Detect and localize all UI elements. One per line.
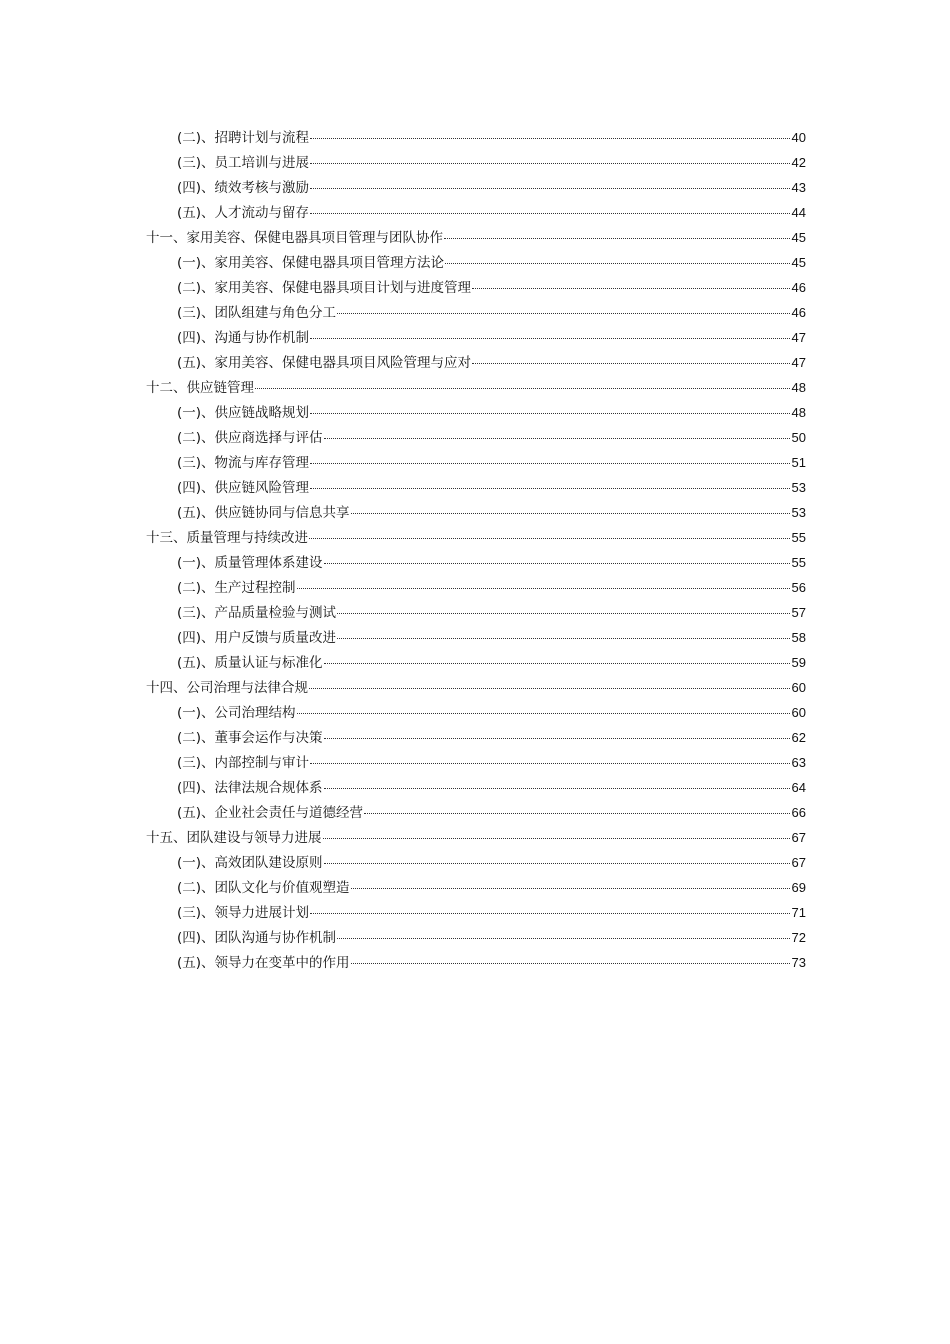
toc-page-number: 48 <box>791 405 806 420</box>
toc-entry-title: (五)、人才流动与留存 <box>177 205 310 221</box>
toc-page-number: 60 <box>791 680 806 695</box>
toc-page-number: 67 <box>791 855 806 870</box>
toc-dot-leader <box>323 837 790 839</box>
toc-dot-leader <box>324 737 790 739</box>
toc-dot-leader <box>310 162 789 164</box>
toc-dot-leader <box>310 762 789 764</box>
toc-dot-leader <box>444 237 790 239</box>
toc-entry-title: (二)、团队文化与价值观塑造 <box>177 880 350 896</box>
toc-page-number: 66 <box>791 805 806 820</box>
toc-section-entry[interactable] <box>146 600 806 625</box>
toc-section-entry[interactable] <box>146 125 806 150</box>
toc-section-entry[interactable] <box>146 950 806 975</box>
toc-dot-leader <box>337 612 789 614</box>
toc-section-entry[interactable] <box>146 875 806 900</box>
toc-dot-leader <box>309 687 790 689</box>
toc-page-number: 57 <box>791 605 806 620</box>
toc-entry-title: (五)、企业社会责任与道德经营 <box>177 805 364 821</box>
toc-page-number: 53 <box>791 480 806 495</box>
toc-chapter-entry[interactable] <box>146 825 806 850</box>
toc-dot-leader <box>297 712 790 714</box>
toc-page-number: 50 <box>791 430 806 445</box>
toc-page-number: 47 <box>791 355 806 370</box>
toc-entry-title: (一)、公司治理结构 <box>177 705 296 721</box>
toc-page-number: 62 <box>791 730 806 745</box>
toc-entry-title: (四)、团队沟通与协作机制 <box>177 930 337 946</box>
toc-entry-title: (五)、领导力在变革中的作用 <box>177 955 350 971</box>
toc-dot-leader <box>337 937 789 939</box>
toc-page-number: 53 <box>791 505 806 520</box>
toc-dot-leader <box>337 312 789 314</box>
toc-section-entry[interactable] <box>146 450 806 475</box>
toc-dot-leader <box>472 287 789 289</box>
toc-entry-title: 十四、公司治理与法律合规 <box>146 680 308 696</box>
toc-page-number: 40 <box>791 130 806 145</box>
toc-entry-title: (二)、招聘计划与流程 <box>177 130 310 146</box>
toc-section-entry[interactable] <box>146 575 806 600</box>
toc-page-number: 43 <box>791 180 806 195</box>
toc-page-number: 60 <box>791 705 806 720</box>
toc-entry-title: (三)、团队组建与角色分工 <box>177 305 337 321</box>
toc-entry-title: (二)、生产过程控制 <box>177 580 296 596</box>
toc-page-number: 42 <box>791 155 806 170</box>
toc-section-entry[interactable] <box>146 250 806 275</box>
toc-page-number: 71 <box>791 905 806 920</box>
toc-entry-title: (四)、法律法规合规体系 <box>177 780 323 796</box>
toc-entry-title: 十五、团队建设与领导力进展 <box>146 830 322 846</box>
toc-page-number: 59 <box>791 655 806 670</box>
toc-section-entry[interactable] <box>146 500 806 525</box>
toc-page-number: 46 <box>791 305 806 320</box>
toc-entry-title: (四)、沟通与协作机制 <box>177 330 310 346</box>
toc-section-entry[interactable] <box>146 175 806 200</box>
toc-dot-leader <box>472 362 789 364</box>
toc-section-entry[interactable] <box>146 150 806 175</box>
toc-entry-title: (五)、供应链协同与信息共享 <box>177 505 350 521</box>
toc-page-number: 64 <box>791 780 806 795</box>
toc-page-number: 55 <box>791 530 806 545</box>
toc-entry-title: 十二、供应链管理 <box>146 380 254 396</box>
toc-page-number: 56 <box>791 580 806 595</box>
toc-section-entry[interactable] <box>146 475 806 500</box>
toc-chapter-entry[interactable] <box>146 225 806 250</box>
toc-section-entry[interactable] <box>146 650 806 675</box>
toc-entry-title: (五)、家用美容、保健电器具项目风险管理与应对 <box>177 355 472 371</box>
toc-dot-leader <box>255 387 790 389</box>
toc-section-entry[interactable] <box>146 400 806 425</box>
toc-dot-leader <box>310 137 789 139</box>
toc-entry-title: 十三、质量管理与持续改进 <box>146 530 308 546</box>
toc-section-entry[interactable] <box>146 775 806 800</box>
toc-dot-leader <box>324 562 790 564</box>
toc-dot-leader <box>310 462 789 464</box>
table-of-contents <box>146 125 806 975</box>
toc-dot-leader <box>297 587 790 589</box>
toc-entry-title: (一)、高效团队建设原则 <box>177 855 323 871</box>
toc-section-entry[interactable] <box>146 900 806 925</box>
toc-dot-leader <box>310 212 789 214</box>
toc-section-entry[interactable] <box>146 275 806 300</box>
toc-dot-leader <box>310 187 789 189</box>
toc-dot-leader <box>337 637 789 639</box>
toc-section-entry[interactable] <box>146 725 806 750</box>
toc-entry-title: (一)、家用美容、保健电器具项目管理方法论 <box>177 255 445 271</box>
toc-page-number: 73 <box>791 955 806 970</box>
toc-section-entry[interactable] <box>146 850 806 875</box>
toc-section-entry[interactable] <box>146 300 806 325</box>
toc-chapter-entry[interactable] <box>146 525 806 550</box>
toc-dot-leader <box>364 812 789 814</box>
toc-page-number: 63 <box>791 755 806 770</box>
toc-entry-title: (三)、内部控制与审计 <box>177 755 310 771</box>
toc-entry-title: (三)、领导力进展计划 <box>177 905 310 921</box>
toc-dot-leader <box>310 337 789 339</box>
toc-chapter-entry[interactable] <box>146 375 806 400</box>
toc-entry-title: (五)、质量认证与标准化 <box>177 655 323 671</box>
toc-section-entry[interactable] <box>146 350 806 375</box>
toc-section-entry[interactable] <box>146 925 806 950</box>
toc-entry-title: (三)、产品质量检验与测试 <box>177 605 337 621</box>
toc-entry-title: (四)、绩效考核与激励 <box>177 180 310 196</box>
toc-section-entry[interactable] <box>146 625 806 650</box>
toc-entry-title: (四)、供应链风险管理 <box>177 480 310 496</box>
toc-page-number: 51 <box>791 455 806 470</box>
toc-section-entry[interactable] <box>146 750 806 775</box>
toc-entry-title: 十一、家用美容、保健电器具项目管理与团队协作 <box>146 230 443 246</box>
toc-dot-leader <box>351 512 790 514</box>
toc-section-entry[interactable] <box>146 550 806 575</box>
toc-dot-leader <box>324 662 790 664</box>
toc-dot-leader <box>445 262 789 264</box>
toc-dot-leader <box>310 412 789 414</box>
toc-dot-leader <box>324 437 790 439</box>
toc-page-number: 67 <box>791 830 806 845</box>
toc-dot-leader <box>324 787 790 789</box>
toc-page-number: 46 <box>791 280 806 295</box>
toc-chapter-entry[interactable] <box>146 675 806 700</box>
toc-page-number: 47 <box>791 330 806 345</box>
toc-page-number: 45 <box>791 255 806 270</box>
toc-entry-title: (四)、用户反馈与质量改进 <box>177 630 337 646</box>
toc-page-number: 48 <box>791 380 806 395</box>
toc-entry-title: (一)、供应链战略规划 <box>177 405 310 421</box>
toc-page-number: 72 <box>791 930 806 945</box>
toc-page-number: 55 <box>791 555 806 570</box>
toc-dot-leader <box>324 862 790 864</box>
toc-section-entry[interactable] <box>146 325 806 350</box>
toc-section-entry[interactable] <box>146 200 806 225</box>
toc-page-number: 58 <box>791 630 806 645</box>
toc-dot-leader <box>310 487 789 489</box>
toc-section-entry[interactable] <box>146 800 806 825</box>
toc-entry-title: (二)、供应商选择与评估 <box>177 430 323 446</box>
toc-dot-leader <box>351 962 790 964</box>
toc-section-entry[interactable] <box>146 425 806 450</box>
toc-entry-title: (三)、员工培训与进展 <box>177 155 310 171</box>
toc-page-number: 45 <box>791 230 806 245</box>
toc-entry-title: (二)、董事会运作与决策 <box>177 730 323 746</box>
toc-dot-leader <box>310 912 789 914</box>
toc-page-number: 44 <box>791 205 806 220</box>
toc-entry-title: (三)、物流与库存管理 <box>177 455 310 471</box>
toc-entry-title: (二)、家用美容、保健电器具项目计划与进度管理 <box>177 280 472 296</box>
toc-section-entry[interactable] <box>146 700 806 725</box>
toc-dot-leader <box>351 887 790 889</box>
toc-page-number: 69 <box>791 880 806 895</box>
toc-entry-title: (一)、质量管理体系建设 <box>177 555 323 571</box>
toc-dot-leader <box>309 537 790 539</box>
